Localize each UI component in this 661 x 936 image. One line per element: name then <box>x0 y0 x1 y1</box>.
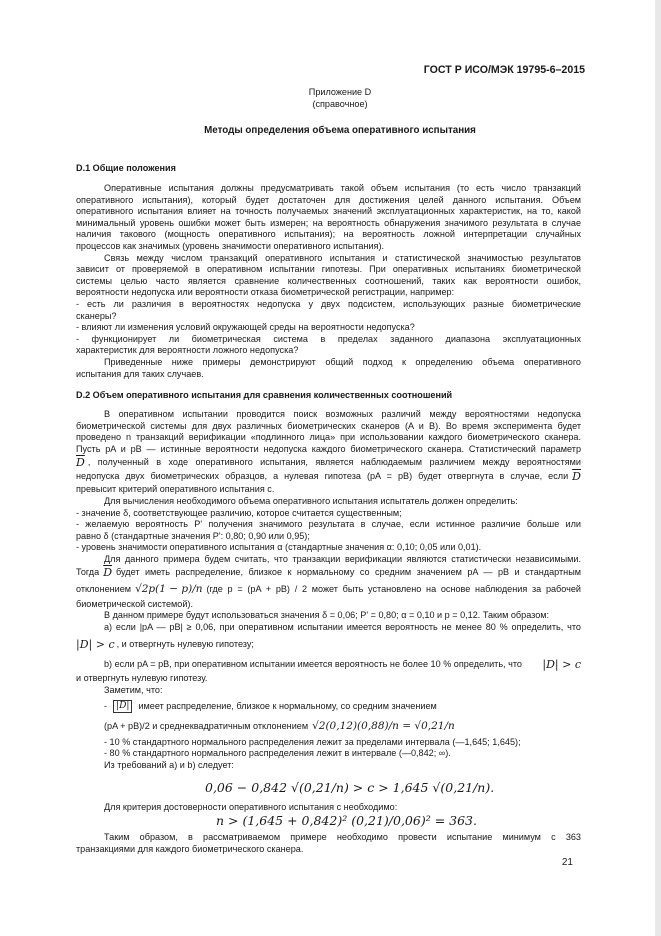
text-line: испытания для таких случаев. <box>76 368 204 379</box>
text-fragment: имеет распределение, близкое к нормальному, со средним значением <box>138 700 437 711</box>
text-line: Пусть pA и pB — истинные вероятности недопуска каждого биометрического сканера. Статистический параметр <box>76 443 581 454</box>
text-line: сканеры? <box>76 310 117 321</box>
text-line <box>76 633 581 655</box>
text-fragment: (где p = (pA + pB) / 2 может быть установлено на основе наблюдения за рабочей <box>206 583 581 594</box>
text-line: биометрической системой). <box>76 598 193 609</box>
text-line: вероятности недопуска или вероятности отказа биометрической регистрации, например: <box>76 287 455 298</box>
page-number: 21 <box>561 857 573 868</box>
text-fragment: будет иметь распределение, близкое к нормальному со средним значением pA — pB и стандартным <box>116 567 581 578</box>
d-stat: $\overline{D}$ <box>103 566 113 580</box>
text-line: - влияют ли изменения условий окружающей среды на вероятности недопуска? <box>76 322 415 333</box>
text-line: наличия такового (мощность оперативного испытания); на вероятность ложной интерпретации случайных <box>76 229 581 240</box>
text-line: минимальный уровень ошибки может быть измерен; на вероятность обнаружения значимого результата в случае <box>76 217 581 228</box>
text-line: - 80 % стандартного нормального распределения лежит в интервале (—0,842; ∞). <box>104 748 451 759</box>
text-line: - 10 % стандартного нормального распределения лежит за пределами интервала (—1,645; 1,645); <box>104 736 521 747</box>
text-line: Связь между числом транзакций оперативного испытания и статистической значимостью результатов <box>104 252 581 263</box>
text-line <box>76 469 581 484</box>
text-line <box>76 655 581 673</box>
text-line: Приведенные ниже примеры демонстрируют общий подход к определению объема оперативного <box>104 356 581 367</box>
equation-sample-size: n > (1,645 + 0,842)² (0,21)/0,06)² = 363. <box>216 813 477 828</box>
paragraph <box>76 183 581 380</box>
text-line <box>76 581 581 599</box>
paragraph <box>76 409 581 771</box>
text-line: характеристик для вероятности ложного недопуска? <box>76 345 299 356</box>
text-line: оперативного испытания), который будет достаточен для достижения целей данного испытания. Объем <box>76 194 581 205</box>
abs-d-gt-c: |D| > c <box>76 637 115 651</box>
paragraph <box>76 832 581 855</box>
text-line: - функционирует ли биометрическая система в пределах заданного диапазона эксплуатационных <box>76 333 581 344</box>
page-edge <box>655 0 661 936</box>
text-line <box>76 455 581 469</box>
text-line: Для критерия достоверности оперативного испытания c необходимо: <box>104 802 398 812</box>
text-line: Таким образом, в рассматриваемом примере необходимо провести испытание минимум с 363 <box>104 832 581 842</box>
text-fragment: (pA + pB)/2 и среднеквадратичным отклонением <box>104 720 309 731</box>
text-line <box>76 717 581 737</box>
text-line: системы целью часто является сравнение количественных соотношений, таких как вероятности ошибок, <box>76 275 581 286</box>
std-formula: √2(0,12)(0,88)/n = √0,21/n <box>312 719 455 732</box>
paragraph <box>76 802 581 814</box>
text-line: Для вычисления необходимого объема оперативного испытания испытатель должен определить: <box>104 495 518 506</box>
appendix-title: Приложение D <box>308 87 372 97</box>
text-fragment: , полученный в ходе оперативного испытания, является наблюдаемым различием между вероятностями <box>87 456 581 467</box>
text-line: процессов как значимых (уровень значимости оперативного испытания). <box>76 240 385 251</box>
abs-d: |D| <box>113 700 132 714</box>
text-line <box>76 697 581 717</box>
d-stat: $\overline{D}$ <box>76 455 85 469</box>
appendix-note: (справочное) <box>312 99 368 109</box>
text-fragment: b) если pA = pB, при оперативном испытании имеется вероятность не более 10 % определить, что <box>104 658 522 669</box>
text-fragment: недопуска двух биометрических образцов, а нулевая гипотеза (pA = pB) будет отвергнута в случае, если <box>76 471 569 482</box>
text-line <box>76 566 581 581</box>
appendix-heading: Методы определения объема оперативного испытания <box>204 125 476 136</box>
text-line: В оперативном испытании проводится поиск возможных различий между вероятностями недопуска <box>104 409 581 419</box>
text-line: равно δ (стандартные значения P': 0,80; 0,90 или 0,95); <box>76 530 310 541</box>
text-fragment: Тогда <box>76 567 100 578</box>
abs-d-gt-c: |D| > c <box>542 657 581 671</box>
text-line: - есть ли различия в вероятностях недопуска у двух подсистем, использующих разные биометрические <box>76 298 581 309</box>
text-line: и отвергнуть нулевую гипотезу. <box>76 673 208 684</box>
text-line: Заметим, что: <box>104 684 163 695</box>
text-line: В данном примере будут использоваться значения δ = 0,06; P' = 0,80; α = 0,10 и p = 0,12. Таким образом: <box>104 610 550 621</box>
text-fragment: отклонением <box>76 583 132 594</box>
text-fragment: , и отвергнуть нулевую гипотезу; <box>116 638 254 649</box>
document-header: ГОСТ Р ИСО/МЭК 19795-6–2015 <box>423 64 585 76</box>
text-line: Из требований а) и b) следует: <box>104 759 234 770</box>
equation-criterion: 0,06 − 0,842 √(0,21/n) > c > 1,645 √(0,21/n). <box>205 780 495 795</box>
text-line: биометрической системы для двух различных биометрических сканеров (A и B). Во время эксперимента будет <box>76 420 581 431</box>
text-line: - уровень значимости оперативного испытания α (стандартные значения α: 0,10; 0,05 или 0,01). <box>76 542 482 553</box>
std-formula: √2p(1 − p)/n <box>135 582 203 595</box>
text-line: Оперативные испытания должны предусматривать такой объем испытания (то есть число транзакций <box>104 183 581 193</box>
text-line: проведено n транзакций верификации «подлинного лица» при использовании каждого биометрического сканера. <box>76 432 581 443</box>
text-line: - значение δ, соответствующее различию, которое считается существенным; <box>76 507 402 518</box>
text-line: Для данного примера будем считать, что транзакции верификации являются статистически независимыми. <box>104 553 581 564</box>
text-line: превысит критерий оперативного испытания c. <box>76 484 275 495</box>
text-line: зависит от проверяемой в оперативном испытании гипотезы. При оперативных испытаниях биометрической <box>76 264 581 275</box>
text-fragment: - <box>104 700 108 711</box>
text-line: - желаемую вероятность P' получения значимого результата в случае, если истинное различие больше или <box>76 519 581 530</box>
text-line: а) если |pA — pB| ≥ 0,06, при оперативном испытании имеется вероятность не менее 80 % определить, что <box>104 621 581 632</box>
section-title: D.2 Объем оперативного испытания для сравнения количественных соотношений <box>76 390 453 400</box>
d-stat: $\overline{D}$ <box>572 470 581 484</box>
section-title: D.1 Общие положения <box>76 163 176 173</box>
text-line: транзакциями для каждого биометрического сканера. <box>76 843 304 854</box>
text-line: оперативного испытания влияет на точность получаемых значений эксплуатационных характеристик, на то, какой <box>76 206 581 217</box>
